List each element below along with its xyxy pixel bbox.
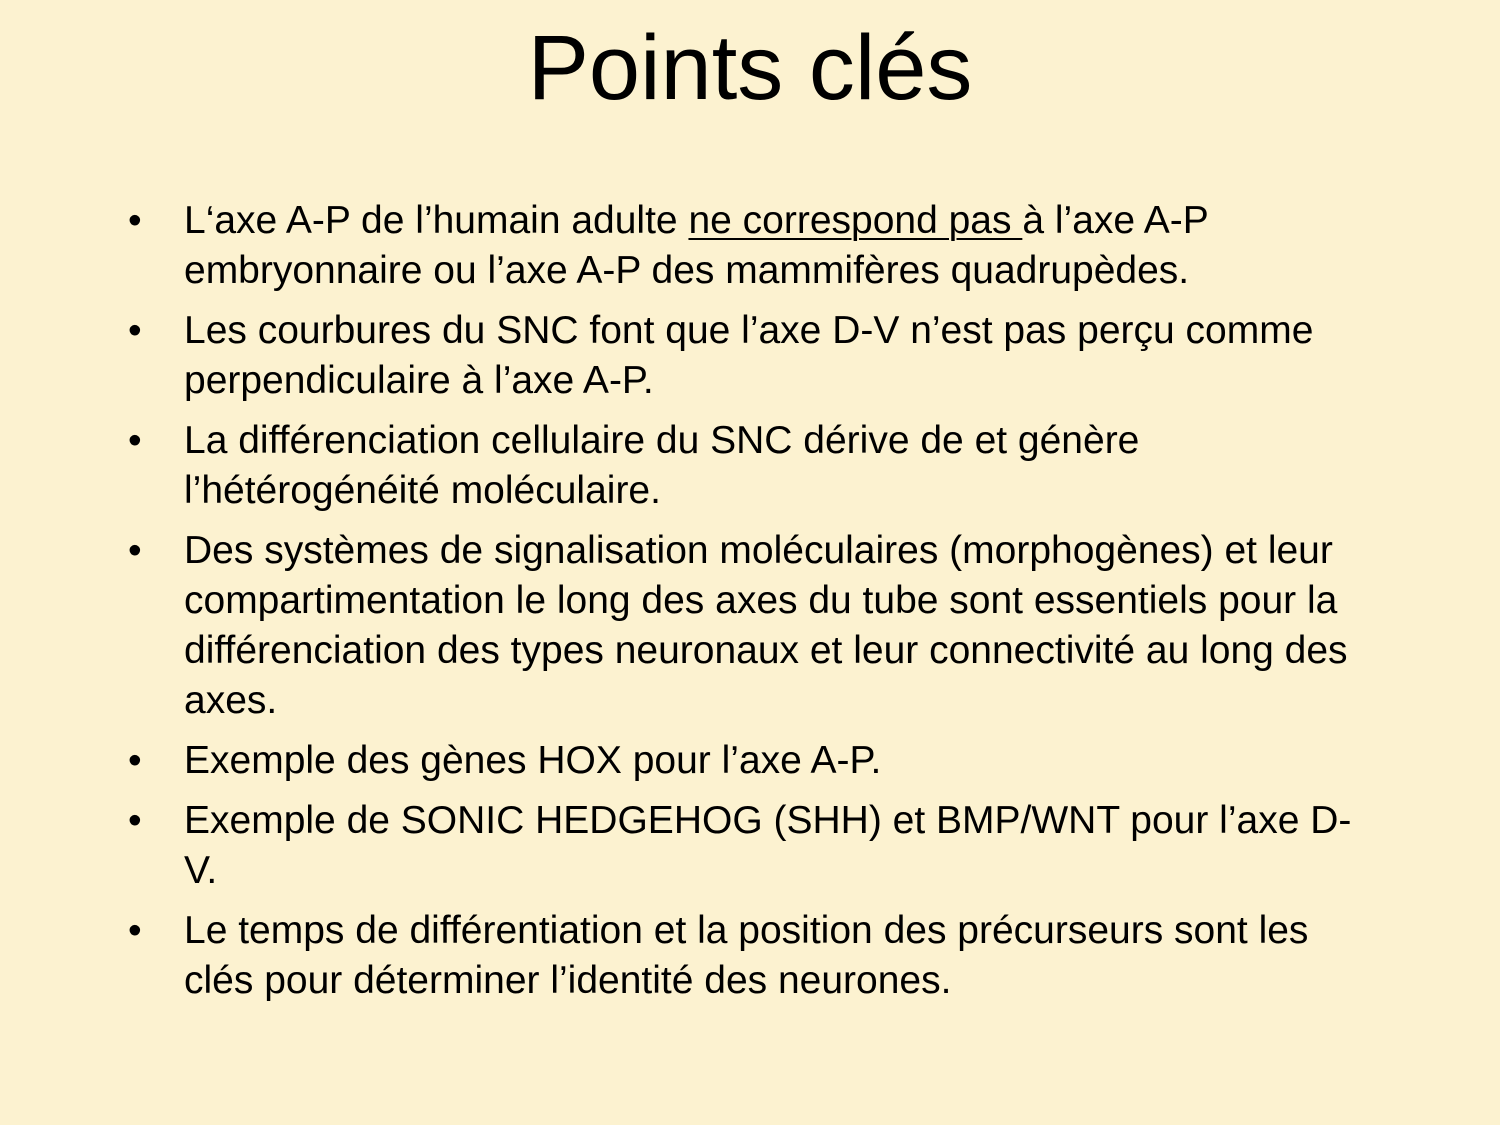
bullet-item-7 xyxy=(128,906,1378,1006)
bullet-text-3: La différenciation cellulaire du SNC dérive de et génère l’hétérogénéité moléculaire. xyxy=(184,419,1140,512)
key-points-list xyxy=(128,196,1378,1016)
bullet-item-1 xyxy=(128,196,1378,296)
bullet-item-3 xyxy=(128,416,1378,516)
bullet-icon: • xyxy=(128,909,142,952)
bullet-text-7: Le temps de différentiation et la position des précurseurs sont les clés pour déterminer l’identité des neurones. xyxy=(184,909,1309,1002)
bullet-icon: • xyxy=(128,529,142,572)
bullet-text-4: Des systèmes de signalisation moléculaires (morphogènes) et leur compartimentation le long des axes du tube sont essentiels pour la différenciation des types neuronaux et leur connectivité au long des axes. xyxy=(184,529,1348,722)
bullet-item-2 xyxy=(128,306,1378,406)
bullet-text-2: Les courbures du SNC font que l’axe D-V n’est pas perçu comme perpendiculaire à l’axe A-P. xyxy=(184,309,1314,402)
bullet-icon: • xyxy=(128,799,142,842)
bullet-text-6: Exemple de SONIC HEDGEHOG (SHH) et BMP/WNT pour l’axe D-V. xyxy=(184,799,1352,892)
bullet-item-4 xyxy=(128,526,1378,726)
bullet-icon: • xyxy=(128,309,142,352)
bullet-text-1-end: à l’axe A-P embryonnaire ou l’axe A-P des mammifères quadrupèdes. xyxy=(184,199,1209,292)
bullet-icon: • xyxy=(128,199,142,242)
bullet-icon: • xyxy=(128,739,142,782)
bullet-text-1-underlined: ne correspond pas xyxy=(688,199,1023,242)
bullet-item-6 xyxy=(128,796,1378,896)
bullet-icon: • xyxy=(128,419,142,462)
bullet-text-1-start: L‘axe A-P de l’humain adulte xyxy=(184,199,689,242)
bullet-text-5: Exemple des gènes HOX pour l’axe A-P. xyxy=(184,739,882,782)
slide-title: Points clés xyxy=(527,17,973,119)
bullet-item-5 xyxy=(128,736,1378,786)
